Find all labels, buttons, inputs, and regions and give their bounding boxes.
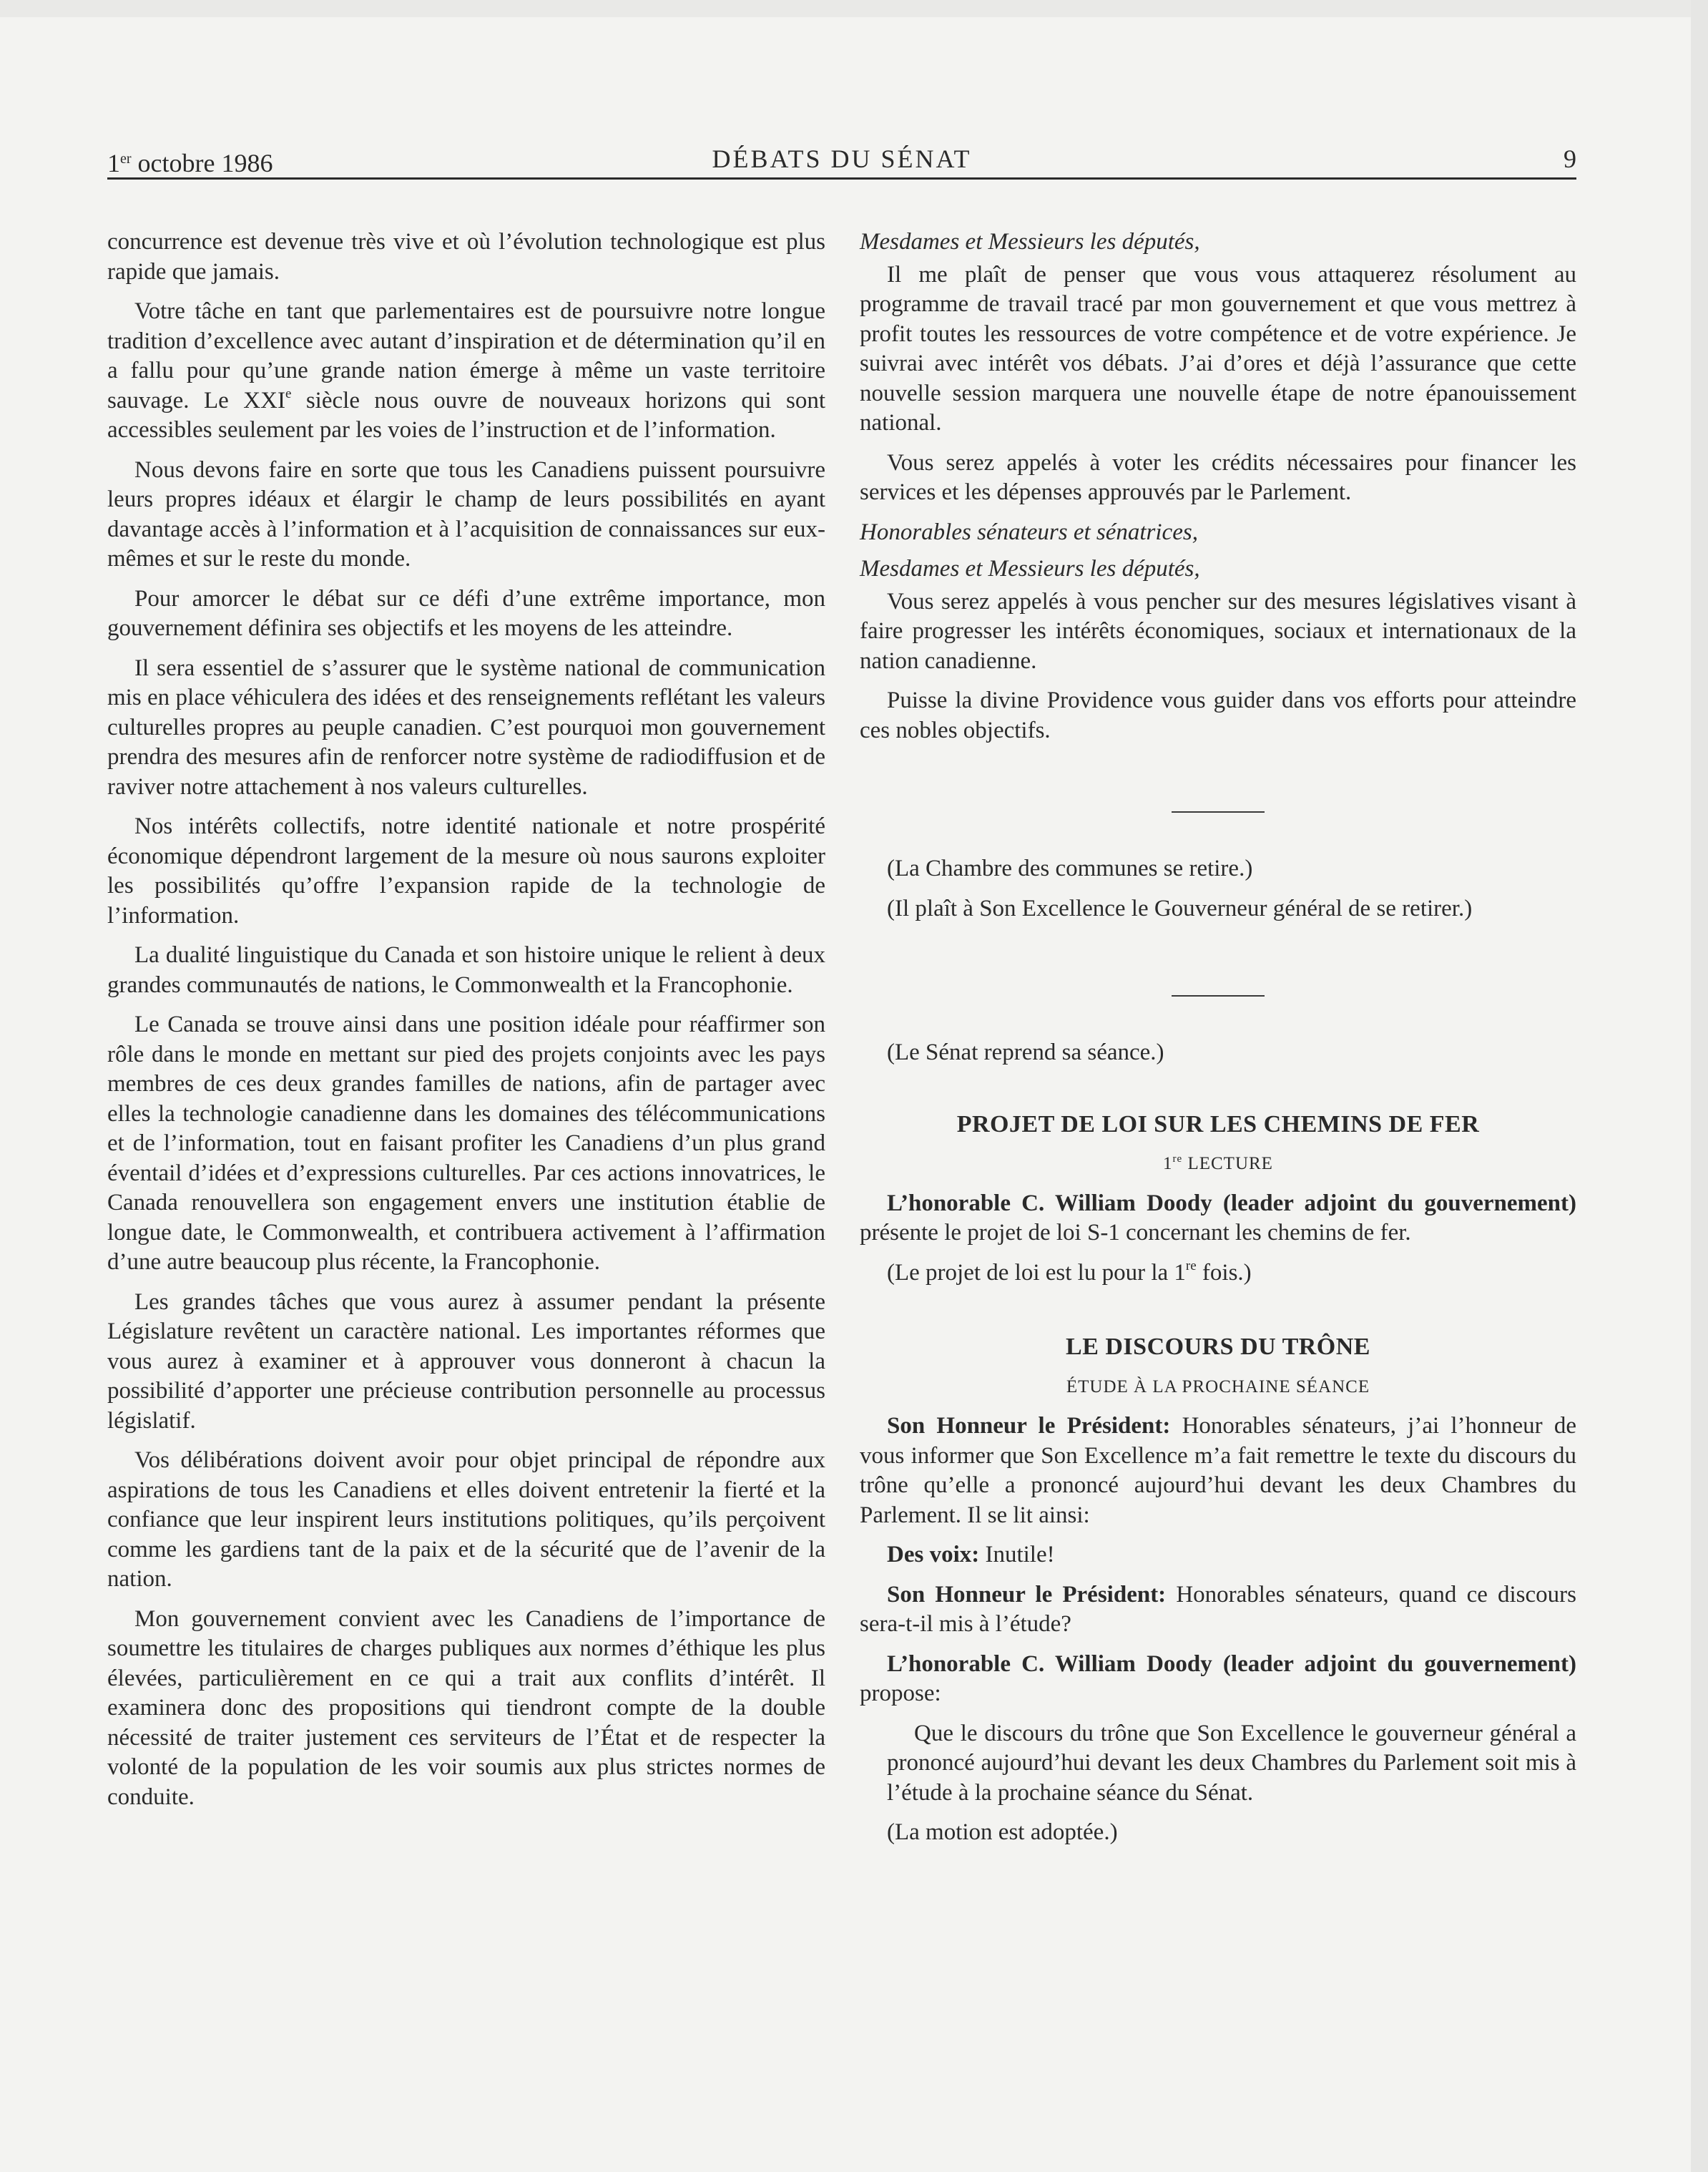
speaker-paragraph — [860, 1189, 1576, 1248]
salutation: Mesdames et Messieurs les députés, — [860, 556, 1200, 582]
page-edge — [0, 0, 1708, 17]
paragraph: Vos délibérations doivent avoir pour objet principal de répondre aux aspirations de tous les Canadiens et elles doivent entretenir la fierté et la confiance que leur inspirent leurs institutions politiques, qu’ils perçoivent comme les gardiens tant de la paix et de la sécurité que de l’avenir de la nation. — [107, 1447, 825, 1592]
text-run: (Le projet de loi est lu pour la 1 — [887, 1259, 1186, 1286]
speaker-name: L’honorable C. William Doody (leader adjoint du gouvernement) — [887, 1650, 1576, 1677]
paragraph — [107, 297, 825, 446]
paragraph: Vous serez appelés à voter les crédits nécessaires pour financer les services et les dépenses approuvés par le Parlement. — [860, 449, 1576, 505]
journal-title: DÉBATS DU SÉNAT — [712, 145, 972, 173]
salutation: Honorables sénateurs et sénatrices, — [860, 519, 1198, 545]
salutation: Mesdames et Messieurs les députés, — [860, 229, 1200, 255]
paragraph: Les grandes tâches que vous aurez à assumer pendant la présente Législature revêtent un caractère national. Les importantes réformes que vous aurez à examiner et à approuver vous donneront à chacun la possibilité d’apporter une précieuse contribution personnelle au processus législatif. — [107, 1288, 825, 1434]
text-run: fois.) — [1196, 1259, 1252, 1286]
section-subheading — [860, 1149, 1576, 1179]
paragraph: Il sera essentiel de s’assurer que le système national de communication mis en place véhiculera des idées et des renseignements reflétant les valeurs culturelles propres au peuple canadien. C’est pourquoi mon gouvernement prendra des mesures afin de renforcer notre système de radiodiffusion et de raviver notre attachement à nos valeurs culturelles. — [107, 655, 825, 800]
section-subheading: ÉTUDE À LA PROCHAINE SÉANCE — [1066, 1376, 1370, 1396]
section-separator — [1172, 811, 1265, 813]
stage-direction: (La motion est adoptée.) — [887, 1819, 1118, 1845]
motion-text: Que le discours du trône que Son Excellence le gouverneur général a prononcé aujourd’hui devant les deux Chambres du Parlement soit mis à l’étude à la prochaine séance du Sénat. — [887, 1720, 1576, 1806]
speaker-name: Des voix: — [887, 1542, 980, 1567]
speech-text: présente le projet de loi S-1 concernant les chemins de fer. — [860, 1220, 1411, 1246]
date-rest: octobre 1986 — [131, 149, 273, 177]
text-run: siècle nous ouvre de nouveaux horizons qui sont accessibles seulement par les voies de l’instruction et de l’information. — [107, 387, 825, 443]
subheading-text: LECTURE — [1182, 1154, 1273, 1173]
date-sup: er — [120, 151, 132, 167]
speaker-name: L’honorable C. William Doody (leader adjoint du gouvernement) — [887, 1190, 1576, 1216]
section-heading: PROJET DE LOI SUR LES CHEMINS DE FER — [956, 1110, 1480, 1138]
left-column — [107, 228, 825, 1822]
date-day: 1 — [107, 149, 120, 177]
superscript: re — [1172, 1153, 1183, 1165]
paragraph: Nous devons faire en sorte que tous les Canadiens puissent poursuivre leurs propres idéaux et élargir le champ de leurs possibilités en ayant davantage accès à l’information et à l’acquisition de connaissances sur eux-mêmes et sur le reste du monde. — [107, 456, 825, 572]
speech-text: Honorables sénateurs, j’ai l’honneur de vous informer que Son Excellence m’a fait remettre le texte du discours du trône qu’elle a prononcé aujourd’hui devant les deux Chambres du Parlement. Il se lit ainsi: — [860, 1413, 1576, 1528]
right-column — [860, 228, 1576, 1858]
running-header — [107, 143, 1576, 175]
page-edge-right — [1691, 0, 1708, 2172]
paragraph: concurrence est devenue très vive et où l’évolution technologique est plus rapide que jamais. — [107, 229, 825, 285]
speaker-name: Son Honneur le Président: — [887, 1413, 1171, 1439]
paragraph: La dualité linguistique du Canada et son histoire unique le relient à deux grandes communautés de nations, le Commonwealth et la Francophonie. — [107, 942, 825, 998]
speaker-paragraph — [860, 1580, 1576, 1640]
superscript: e — [285, 386, 292, 401]
paragraph: Pour amorcer le débat sur ce défi d’une extrême importance, mon gouvernement définira ses objectifs et les moyens de les atteindre. — [107, 585, 825, 641]
speech-text: Honorables sénateurs, quand ce discours sera-t-il mis à l’étude? — [860, 1581, 1576, 1637]
paragraph: Nos intérêts collectifs, notre identité nationale et notre prospérité économique dépendront largement de la mesure où nous saurons exploiter les possibilités qu’offre l’expansion rapide de la technologie de l’information. — [107, 813, 825, 929]
subheading-number: 1 — [1163, 1154, 1173, 1173]
stage-direction — [860, 1258, 1576, 1288]
paragraph: Vous serez appelés à vous pencher sur des mesures législatives visant à faire progresser les intérêts économiques, sociaux et internationaux de la nation canadienne. — [860, 588, 1576, 674]
text-run: Votre tâche en tant que parlementaires est de poursuivre notre longue tradition d’excellence avec autant d’inspiration et de détermination qu’il en a fallu pour qu’une grande nation émerge à même un vaste territoire sauvage. Le XXI — [107, 298, 825, 414]
paragraph: Le Canada se trouve ainsi dans une position idéale pour réaffirmer son rôle dans le monde en mettant sur pied des projets conjoints avec les pays membres de ces deux grandes familles de nations, afin de partager avec elles la technologie canadienne dans les domaines des télécommunications et de l’information, tout en faisant profiter les Canadiens d’un plus grand éventail d’idées et d’expressions culturelles. Par ces actions innovatrices, le Canada renouvellera son engagement envers une institution établie de longue date, le Commonwealth, et contribuera activement à l’affirmation d’une autre beaucoup plus récente, la Francophonie. — [107, 1012, 825, 1275]
stage-direction: (La Chambre des communes se retire.) — [887, 856, 1253, 881]
superscript: re — [1185, 1258, 1197, 1273]
section-separator — [1172, 995, 1265, 997]
stage-direction: (Le Sénat reprend sa séance.) — [887, 1039, 1164, 1065]
paragraph: Puisse la divine Providence vous guider dans vos efforts pour atteindre ces nobles objectifs. — [860, 688, 1576, 743]
page-number: 9 — [1564, 145, 1576, 173]
paragraph: Mon gouvernement convient avec les Canadiens de l’importance de soumettre les titulaires de charges publiques aux normes d’éthique les plus élevées, particulièrement en ce qui a trait aux conflits d’intérêt. Il examinera donc des propositions qui tiendront compte de la double nécessité de traiter justement ces serviteurs de l’État et de respecter la volonté de la population de les voir soumis aux plus strictes normes de conduite. — [107, 1605, 825, 1810]
section-heading: LE DISCOURS DU TRÔNE — [1066, 1334, 1370, 1360]
stage-direction: (Il plaît à Son Excellence le Gouverneur général de se retirer.) — [887, 895, 1473, 921]
speaker-paragraph — [860, 1412, 1576, 1530]
speech-text: Inutile! — [979, 1542, 1055, 1567]
header-rule — [107, 177, 1576, 180]
paragraph: Il me plaît de penser que vous vous attaquerez résolument au programme de travail tracé par mon gouvernement et que vous mettrez à profit toutes les ressources de votre compétence et de votre expérience. Je suivrai avec intérêt vos débats. J’ai d’ores et déjà l’assurance que cette nouvelle session marquera une nouvelle étape de notre épanouissement national. — [860, 261, 1576, 436]
speaker-name: Son Honneur le Président: — [887, 1581, 1167, 1608]
speaker-paragraph — [860, 1540, 1576, 1570]
speech-text: propose: — [860, 1681, 941, 1706]
speaker-paragraph — [860, 1650, 1576, 1709]
